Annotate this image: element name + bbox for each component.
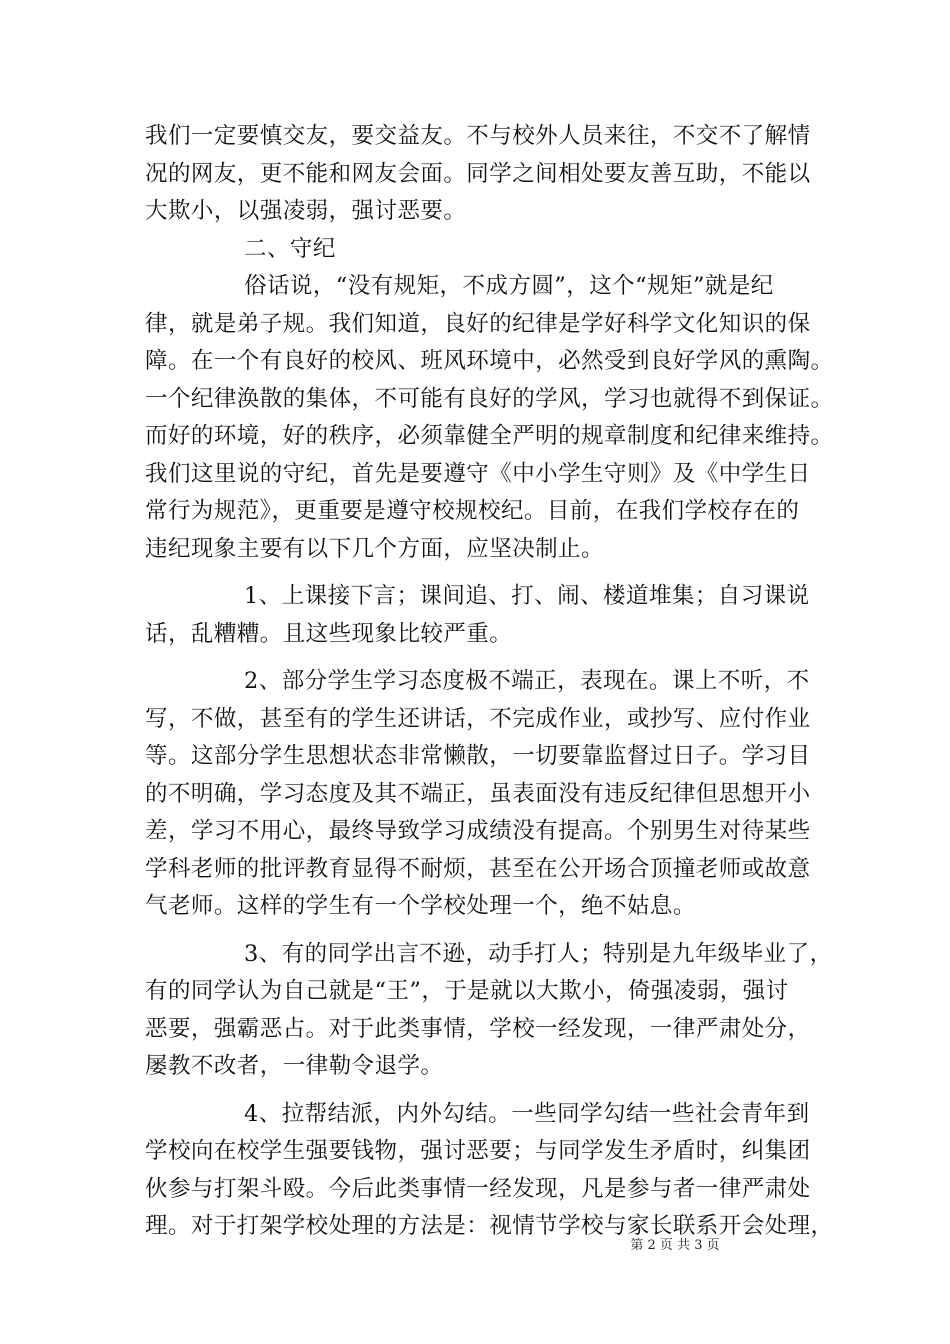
text-line: 一个纪律涣散的集体，不可能有良好的学风，学习也就得不到保证。 [145, 385, 834, 412]
paragraph-gap [145, 926, 825, 936]
page-footer [0, 1236, 950, 1256]
text-line: 的不明确，学习态度及其不端正，虽表面没有违反纪律但思想开小 [145, 780, 811, 807]
section-heading: 二、守纪 [244, 235, 336, 262]
text-line: 大欺小，以强凌弱，强讨恶要。 [145, 198, 467, 224]
text-line: 我们这里说的守纪，首先是要遵守《中小学生守则》及《中学生日 [145, 460, 811, 487]
text-line: 3、有的同学出言不逊，动手打人；特别是九年级毕业了， [244, 940, 833, 967]
text-line: 写，不做，甚至有的学生还讲话，不完成作业，或抄写、应付作业 [145, 705, 811, 732]
text-line: 而好的环境，好的秩序，必须靠健全严明的规章制度和纪律来维持。 [145, 423, 834, 449]
text-line: 话，乱糟糟。且这些现象比较严重。 [145, 620, 513, 647]
text-line: 2、部分学生学习态度极不端正，表现在。课上不听，不 [244, 668, 810, 694]
paragraph-gap [145, 568, 825, 578]
page-number: 第 2 页 共 3 页 [630, 1238, 720, 1253]
text-line: 障。在一个有良好的校风、班风环境中，必然受到良好学风的熏陶。 [145, 348, 834, 374]
text-line: 恶要，强霸恶占。对于此类事情，学校一经发现，一律严肃处分， [145, 1015, 811, 1042]
text-line: 律，就是弟子规。我们知道，良好的纪律是学好科学文化知识的保 [145, 310, 811, 337]
document-body [145, 118, 834, 1246]
text-line: 违纪现象主要有以下几个方面，应坚决制止。 [145, 535, 605, 562]
text-line: 1、上课接下言；课间追、打、闹、楼道堆集；自习课说 [244, 583, 810, 609]
text-line: 我们一定要慎交友，要交益友。不与校外人员来往，不交不了解情 [145, 123, 811, 149]
text-line: 况的网友，更不能和网友会面。同学之间相处要友善互助，不能以 [145, 160, 811, 187]
text-line: 差，学习不用心，最终导致学习成绩没有提高。个别男生对待某些 [145, 818, 811, 844]
paragraph-gap [145, 653, 825, 663]
text-line: 气老师。这样的学生有一个学校处理一个，绝不姑息。 [145, 893, 696, 919]
paragraph-gap [145, 1086, 825, 1096]
text-line: 有的同学认为自己就是“王”，于是就以大欺小，倚强凌弱，强讨 [145, 978, 789, 1004]
text-line: 4、拉帮结派，内外勾结。一些同学勾结一些社会青年到 [244, 1100, 810, 1127]
text-line: 学科老师的批评教育显得不耐烦，甚至在公开场合顶撞老师或故意 [145, 855, 811, 882]
text-line: 屡教不改者，一律勒令退学。 [145, 1053, 444, 1079]
text-line: 等。这部分学生思想状态非常懒散，一切要靠监督过日子。学习目 [145, 743, 811, 769]
text-line: 学校向在校学生强要钱物，强讨恶要；与同学发生矛盾时，纠集团 [145, 1138, 811, 1164]
text-line: 理。对于打架学校处理的方法是：视情节学校与家长联系开会处理， [145, 1213, 834, 1239]
text-line: 伙参与打架斗殴。今后此类事情一经发现，凡是参与者一律严肃处 [145, 1175, 811, 1202]
text-line: 俗话说，“没有规矩，不成方圆”，这个“规矩”就是纪 [244, 273, 774, 299]
text-line: 常行为规范》，更重要是遵守校规校纪。目前，在我们学校存在的 [145, 498, 800, 524]
